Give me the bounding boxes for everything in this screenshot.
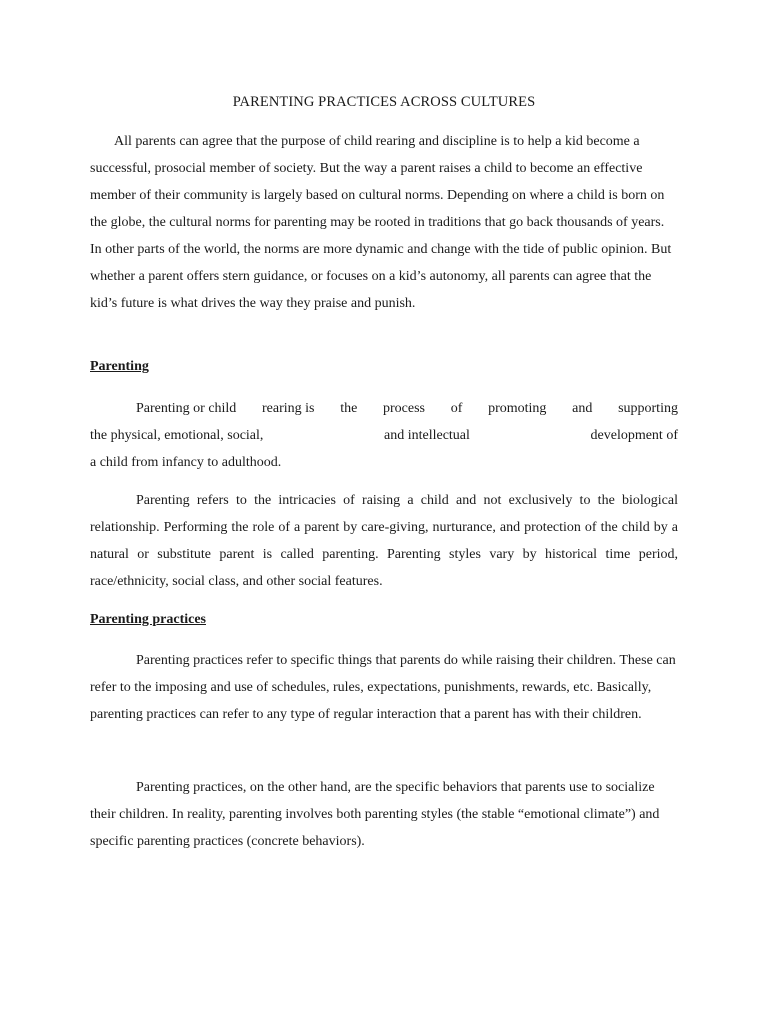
- definition-word: rearing is: [262, 401, 315, 416]
- definition-phrase: the physical, emotional, social,: [90, 428, 264, 443]
- section-heading-parenting: Parenting: [90, 359, 149, 374]
- definition-word: process: [383, 401, 426, 416]
- definition-word: Parenting or child: [136, 401, 237, 416]
- definition-line-1: [90, 395, 678, 422]
- parenting-paragraph: Parenting refers to the intricacies of raising a child and not exclusively to the biological relationship. Performing the role of a parent by care-giving, nurturance, and protection of the child by a natural or substitute parent is called parenting. Parenting styles vary by historical time period, race/ethnicity, social class, and other social features.: [90, 493, 678, 589]
- definition-word: supporting: [618, 401, 678, 416]
- intro-paragraph: All parents can agree that the purpose of child rearing and discipline is to help a kid become a successful, prosocial member of society. But the way a parent raises a child to become an effective member of their community is largely based on cultural norms. Depending on where a child is born on the globe, the cultural norms for parenting may be rooted in traditions that go back thousands of years. In other parts of the world, the norms are more dynamic and change with the tide of public opinion. But whether a parent offers stern guidance, or focuses on a kid’s autonomy, all parents can agree that the kid’s future is what drives the way they praise and punish.: [90, 134, 672, 311]
- definition-line-3: a child from infancy to adulthood.: [90, 455, 282, 470]
- parenting-practices-paragraph-2: Parenting practices, on the other hand, are the specific behaviors that parents use to socialize their children. In reality, parenting involves both parenting styles (the stable “emotional climate”) and specific parenting practices (concrete behaviors).: [90, 780, 660, 849]
- definition-word: the: [340, 401, 358, 416]
- definition-word: of: [450, 401, 463, 416]
- parenting-practices-paragraph-1: Parenting practices refer to specific things that parents do while raising their children. These can refer to the imposing and use of schedules, rules, expectations, punishments, rewards, etc. Basically, parenting practices can refer to any type of regular interaction that a parent has with their children.: [90, 653, 676, 722]
- definition-word: promoting: [488, 401, 547, 416]
- definition-word: and: [572, 401, 593, 416]
- definition-line-2: [90, 422, 678, 449]
- definition-phrase: development of: [590, 428, 678, 443]
- section-heading-parenting-practices: Parenting practices: [90, 612, 206, 627]
- definition-phrase: and intellectual: [384, 428, 470, 443]
- document-title: PARENTING PRACTICES ACROSS CULTURES: [232, 94, 536, 110]
